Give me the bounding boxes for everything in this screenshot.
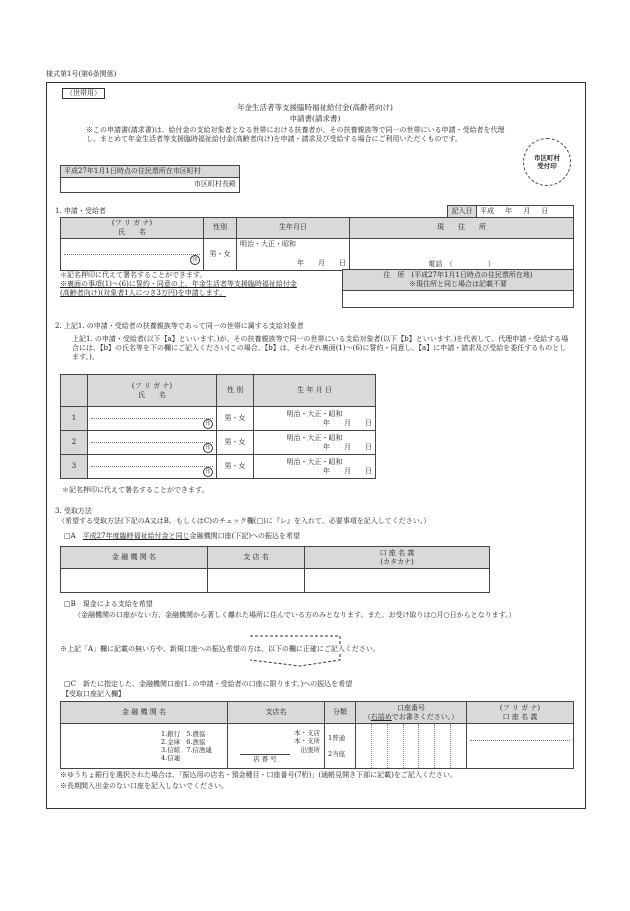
bank-c-field[interactable]: 1.銀行 2.金庫 3.信組 4.信連 5.農協 6.漁協 7.信漁連 <box>61 724 228 769</box>
dependent-name-field[interactable]: 印 <box>88 431 217 455</box>
dependents-table: (フ リ ガ ナ) 氏 名 性 別 生 年 月 日 1 印 男・女 明治・大正・昭和 年 月 日 2 印 男・女 明治・大正・昭和 年 月 日 3 印 男・女 明治・大正・昭和 年 月 日 <box>60 374 376 479</box>
resident-address-box[interactable]: 住 所 (平成27年1月1日時点の住民票所在地) ※現住所と同じ場合は記載不要 <box>342 269 574 308</box>
option-b[interactable]: □B 現金による支給を希望 <box>64 600 153 608</box>
intro-note: ※この申請書(請求書)は、給付金の支給対象者となる世帯における扶養者が、その扶養親族等で同一の世帯にいる申請・受給者を代理し、まとめて年金生活者等支援臨時福祉給付金(高齢者向け)を申請・請求及び受給する場合にご利用いただくものです。 <box>86 126 505 143</box>
applicant-sex[interactable]: 男・女 <box>204 238 237 270</box>
branch-c-field[interactable]: 本・支店 本・支所 出張所 店 番 号 <box>228 724 325 769</box>
note-long: ※長期間入出金のない口座を記入しないでください。 <box>60 782 228 790</box>
holder-a-field[interactable] <box>305 569 490 593</box>
municipality-heading: 平成27年1月1日時点の住民票所在市区町村 <box>61 166 240 178</box>
bank-table-c: 金 融 機 関 名 支店名 分類 口座番号 （右詰めでお書きください。） (フ リ ガ ナ) 口 座 名 義 1.銀行 2.金庫 3.信組 4.信連 5.農協 6.漁協 7.信漁連 本・支店 本・支所 出張所 店 番 号 1普通 2当座 <box>60 701 574 769</box>
section2-title: 2. 上記1. の申請・受給者の扶養親族等であって同一の世帯に属する支給対象者 <box>55 322 304 330</box>
form-title: 年金生活者等支援臨時福祉給付金(高齢者向け) <box>237 103 393 112</box>
receipt-label: 【受取口座記入欄】 <box>62 690 125 698</box>
bank-table-a: 金 融 機 関 名 支 店 名 口 座 名 義 (カタカナ) <box>60 546 490 593</box>
bank-a-field[interactable] <box>61 569 208 593</box>
form-subtitle: 申請書(請求書) <box>289 114 341 123</box>
sign-note-1: ＊記名押印に代えて署名することができます。 <box>60 271 207 279</box>
section2-text: 上記1. の申請・受給者(以下【a】といいます。)が、その扶養親族等で同一の世帯にいる支給対象者(以下【b】といいます。)を代表して、代理申請・受給する場合には、【b】の氏名等を下の欄にご記入ください(この場合、【b】は、それぞれ裏面(1)～(6)に誓約・同意し、【a】に申請・請求及び受給を委任するものとします。)。 <box>72 335 569 361</box>
dependent-row: 2 印 男・女 明治・大正・昭和 年 月 日 <box>61 431 376 455</box>
section3-title: 3. 受取方法 <box>55 507 92 515</box>
form-number: 様式第1号(第6条関係) <box>46 70 117 78</box>
pledge-note: ※裏面の事項(1)～(6)に誓約・同意の上、年金生活者等支援臨時福祉給付金(高齢者向け)(対象者1人につき3万円)を申請します。 <box>60 280 297 297</box>
reception-stamp: 市区町村 受付印 <box>523 138 571 186</box>
household-tag: （世帯用） <box>62 88 105 99</box>
dependent-row: 1 印 男・女 明治・大正・昭和 年 月 日 <box>61 407 376 431</box>
section1-title: 1. 申請・受給者 <box>55 207 106 215</box>
applicant-birth[interactable]: 明治・大正・昭和 年 月 日 <box>237 238 350 270</box>
section3-instruction: （希望する受取方法(下記のA又はB、もしくはC)のチェック欄(□)に『レ』を入れて、必要事項を記入してください。） <box>58 517 431 525</box>
option-b-note: （金融機関の口座がない方、金融機関から著しく離れた場所に住んでいる方のみとなります。また、お受け取りは○月○日からとなります。） <box>74 611 516 619</box>
dependent-name-field[interactable]: 印 <box>88 455 217 479</box>
applicant-table: (フ リ ガ ナ) 氏 名 性別 生年月日 現 住 所 印 男・女 明治・大正・昭和 年 月 日 電話 （ ） <box>60 217 574 271</box>
note-yucho: ※ゆうちょ銀行を選択された場合は、「振込用の店名・預金種目・口座番号(7桁)」(通帳見開き下部に記載)をご記入ください。 <box>60 771 457 779</box>
municipality-box <box>60 165 240 193</box>
dependent-row: 3 印 男・女 明治・大正・昭和 年 月 日 <box>61 455 376 479</box>
account-number-field[interactable] <box>356 724 467 769</box>
holder-c-field[interactable] <box>467 724 574 769</box>
option-c[interactable]: □C 新たに指定した、金融機関口座(1. の申請・受給者の口座に限ります。)への振込を希望 <box>64 680 353 688</box>
municipality-mayor: 市区町村長殿 <box>61 177 240 192</box>
branch-a-field[interactable] <box>208 569 305 593</box>
seal-mark: 印 <box>190 255 200 265</box>
sign-note-2: ＊記名押印に代えて署名することができます。 <box>62 486 209 494</box>
dependent-name-field[interactable]: 印 <box>88 407 217 431</box>
fill-date[interactable]: 記入日 平成 年 月 日 <box>447 205 574 218</box>
applicant-address[interactable]: 電話 （ ） <box>350 238 574 270</box>
account-type[interactable]: 1普通 2当座 <box>325 724 356 769</box>
applicant-name-field[interactable] <box>61 238 204 270</box>
note-a: ※上記「A」欄に記載の無い方や、新規口座への振込希望の方は、以下の欄に正確にご記入ください。 <box>60 645 380 653</box>
option-a[interactable]: □A 平成27年度臨時福祉給付金と同じ金融機関口座(下記)への振込を希望 <box>64 532 301 540</box>
